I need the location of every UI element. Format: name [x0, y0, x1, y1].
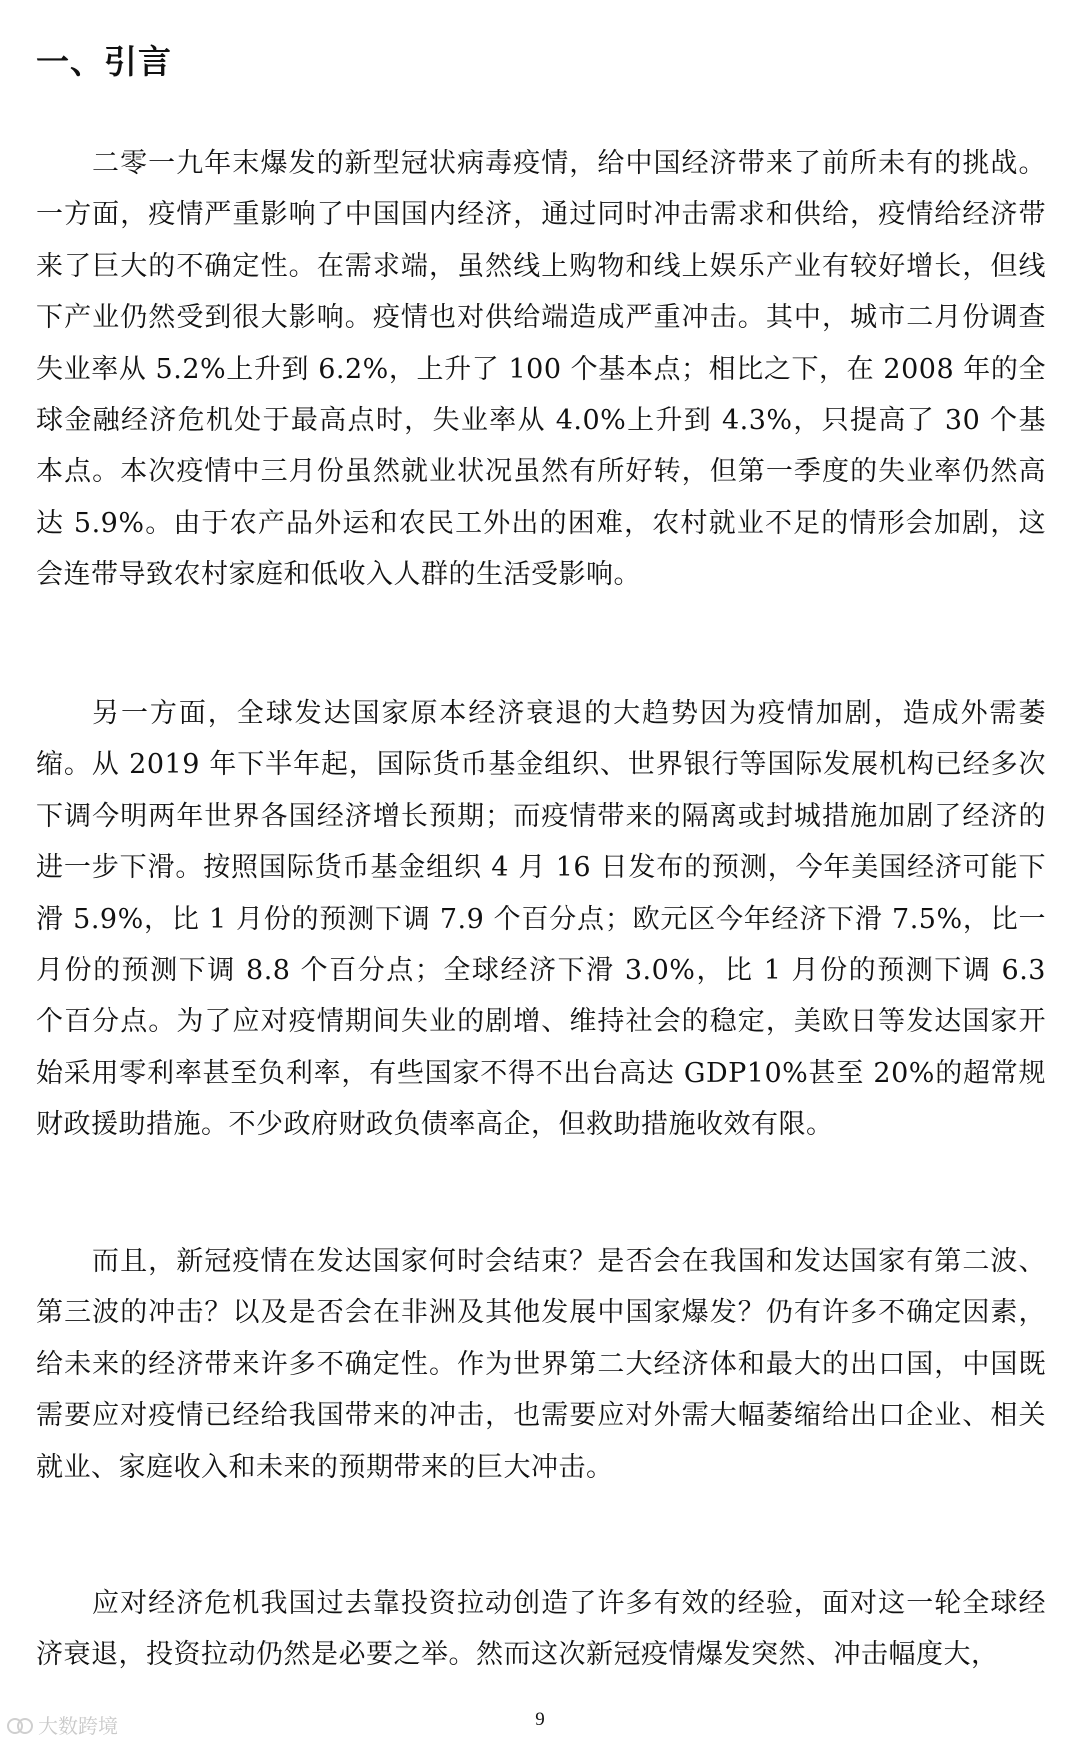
paragraph-3: 而且，新冠疫情在发达国家何时会结束？是否会在我国和发达国家有第二波、第三波的冲击？以及是否会在非洲及其他发展中国家爆发？仍有许多不确定因素，给未来的经济带来许多不确定性。作为世界第二大经济体和最大的出口国，中国既需要应对疫情已经给我国带来的冲击，也需要应对外需大幅萎缩给出口企业、相关就业、家庭收入和未来的预期带来的巨大冲击。 — [36, 1246, 1046, 1483]
watermark — [6, 1714, 118, 1738]
paragraph-1: 二零一九年末爆发的新型冠状病毒疫情，给中国经济带来了前所未有的挑战。一方面，疫情严重影响了中国国内经济，通过同时冲击需求和供给，疫情给经济带来了巨大的不确定性。在需求端，虽然线上购物和线上娱乐产业有较好增长，但线下产业仍然受到很大影响。疫情也对供给端造成严重冲击。其中，城市二月份调查失业率从 5.2%上升到 6.2%，上升了 100 个基本点；相比之下，在 2008 年的全球金融经济危机处于最高点时，失业率从 4.0%上升到 4.3%，只提高了 30 个基本点。本次疫情中三月份虽然就业状况虽然有所好转，但第一季度的失业率仍然高达 5.9%。由于农产品外运和农民工外出的困难，农村就业不足的情形会加剧，这会连带导致农村家庭和低收入人群的生活受影响。 — [36, 148, 1046, 591]
page-number: 9 — [535, 1709, 545, 1730]
watermark-logo-icon — [6, 1715, 34, 1737]
paragraph-2: 另一方面，全球发达国家原本经济衰退的大趋势因为疫情加剧，造成外需萎缩。从 2019 年下半年起，国际货币基金组织、世界银行等国际发展机构已经多次下调今明两年世界各国经济增长预期；而疫情带来的隔离或封城措施加剧了经济的进一步下滑。按照国际货币基金组织 4 月 16 日发布的预测，今年美国经济可能下滑 5.9%，比 1 月份的预测下调 7.9 个百分点；欧元区今年经济下滑 7.5%，比一月份的预测下调 8.8 个百分点；全球经济下滑 3.0%，比 1 月份的预测下调 6.3 个百分点。为了应对疫情期间失业的剧增、维持社会的稳定，美欧日等发达国家开始采用零利率甚至负利率，有些国家不得不出台高达 GDP10%甚至 20%的超常规财政援助措施。不少政府财政负债率高企，但救助措施收效有限。 — [36, 698, 1046, 1141]
paragraph-4: 应对经济危机我国过去靠投资拉动创造了许多有效的经验，面对这一轮全球经济衰退，投资拉动仍然是必要之举。然而这次新冠疫情爆发突然、冲击幅度大， — [36, 1588, 1046, 1671]
watermark-text: 大数跨境 — [38, 1714, 118, 1738]
section-heading: 一、引言 — [36, 42, 172, 81]
